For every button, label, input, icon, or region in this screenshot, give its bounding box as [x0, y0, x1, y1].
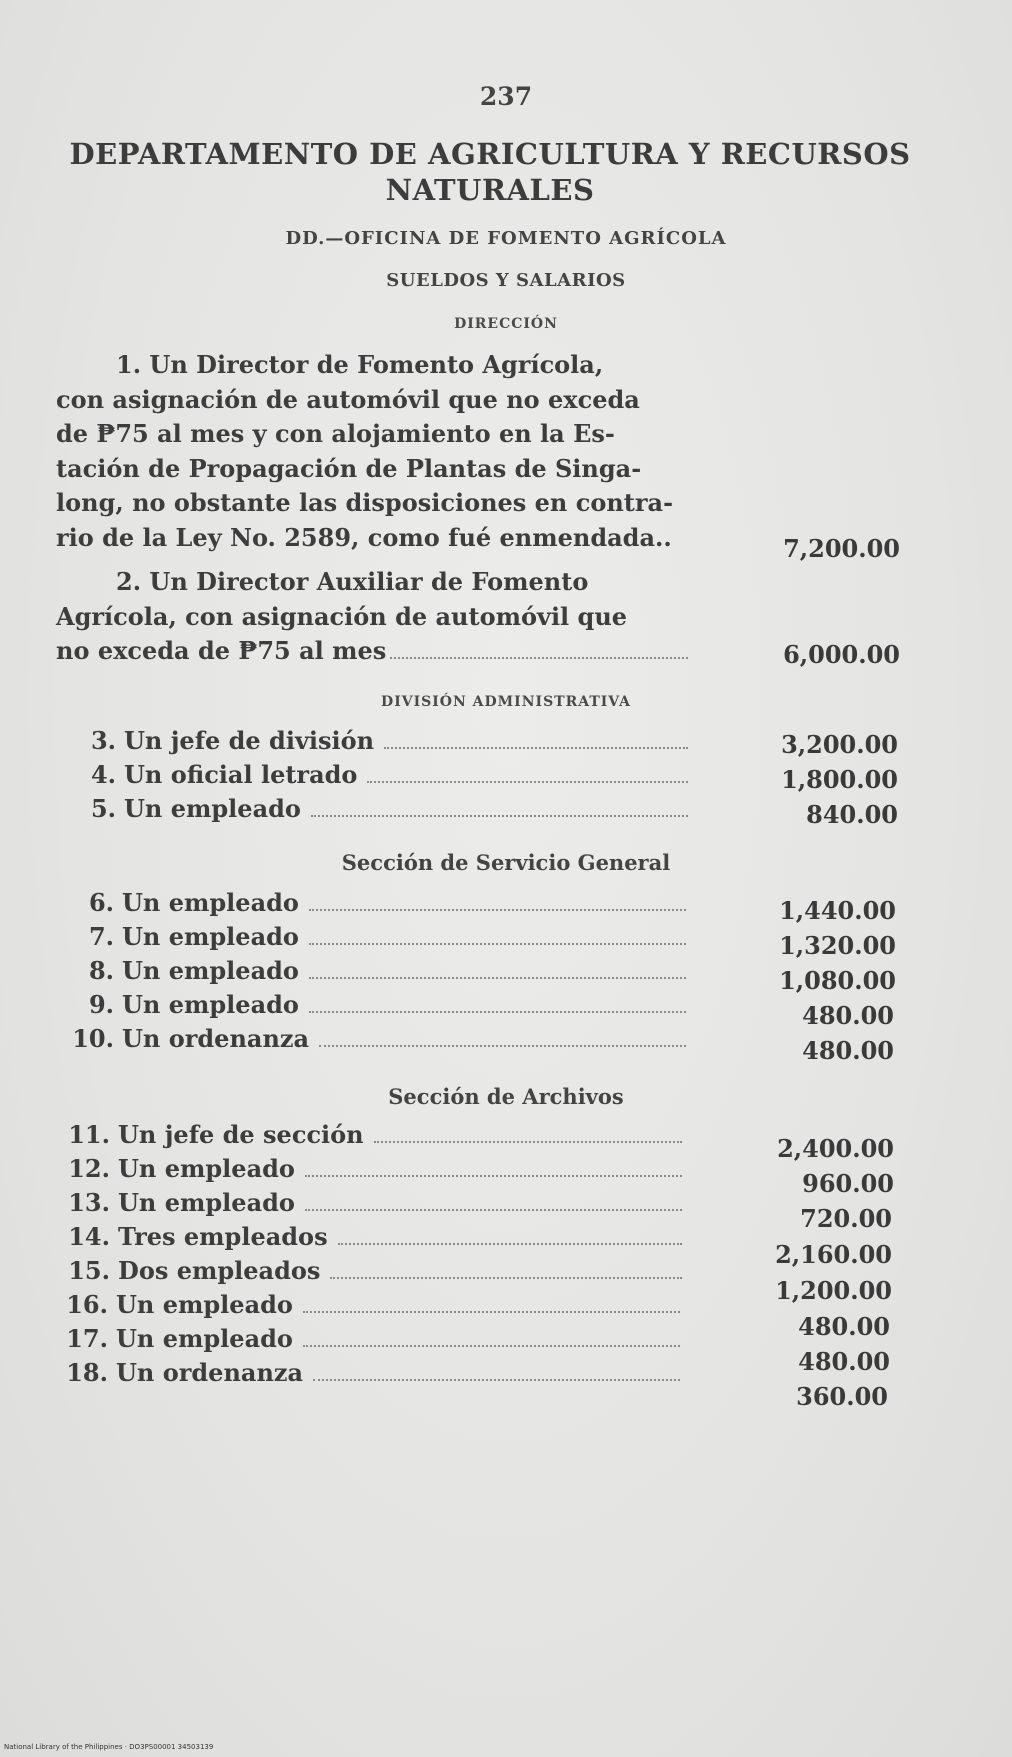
item-1-amount: 7,200.00 [783, 534, 900, 563]
leader-dots [313, 1378, 680, 1381]
row-description: Un jefe de sección [118, 1120, 364, 1149]
table-row [46, 1188, 682, 1222]
table-row [52, 726, 688, 760]
row-amount: 720.00 [800, 1204, 892, 1233]
row-number: 17. [66, 1324, 108, 1353]
row-number: 8. [88, 956, 114, 985]
leader-dots [309, 908, 686, 911]
leader-dots [303, 1310, 680, 1313]
leader-dots [374, 1140, 682, 1143]
table-row [52, 794, 688, 828]
table-row [44, 1324, 680, 1358]
row-description: Tres empleados [118, 1222, 328, 1251]
row-number: 12. [68, 1154, 110, 1183]
direccion-item-2 [56, 565, 688, 669]
item-2-line-3: no exceda de ₱75 al mes [56, 634, 688, 669]
leader-dots [305, 1174, 682, 1177]
row-number: 14. [68, 1222, 110, 1251]
department-title: DEPARTAMENTO DE AGRICULTURA Y RECURSOS NATURALES [69, 137, 911, 207]
row-number: 3. [90, 726, 116, 755]
row-number: 9. [88, 990, 114, 1019]
row-amount: 480.00 [798, 1347, 890, 1376]
row-number: 11. [68, 1120, 110, 1149]
table-row [50, 888, 686, 922]
row-amount: 1,800.00 [781, 765, 898, 794]
table-row [44, 1358, 680, 1392]
row-amount: 480.00 [798, 1312, 890, 1341]
direccion-heading: DIRECCIÓN [454, 316, 558, 332]
row-amount: 480.00 [802, 1001, 894, 1030]
leader-dots [305, 1208, 682, 1211]
table-row [46, 1120, 682, 1154]
item-1-line-2: con asignación de automóvil que no exceda [56, 384, 640, 414]
table-row [52, 760, 688, 794]
item-2-line-2: Agrícola, con asignación de automóvil que [56, 601, 628, 631]
row-description: Un empleado [122, 956, 299, 985]
row-description: Un empleado [124, 794, 301, 823]
row-number: 4. [90, 760, 116, 789]
row-amount: 960.00 [802, 1169, 894, 1198]
office-title: DD.—OFICINA DE FOMENTO AGRÍCOLA [285, 228, 727, 249]
table-row [46, 1154, 682, 1188]
library-footer: National Library of the Philippines · DO3PS00001 34503139 [4, 1743, 214, 1751]
table-row [50, 990, 686, 1024]
leader-dots [338, 1242, 682, 1245]
row-description: Un empleado [118, 1154, 295, 1183]
table-row [50, 1024, 686, 1058]
row-description: Un empleado [122, 990, 299, 1019]
page-number: 237 [479, 82, 533, 111]
item-1-line-3: de ₱75 al mes y con alojamiento en la Es- [56, 419, 615, 448]
row-number: 10. [72, 1024, 114, 1053]
row-amount: 840.00 [806, 800, 898, 829]
archivos-heading: Sección de Archivos [388, 1084, 624, 1109]
row-description: Un empleado [122, 888, 299, 917]
leader-dots [309, 942, 686, 945]
leader-dots [309, 976, 686, 979]
row-amount: 1,320.00 [779, 931, 896, 960]
salaries-subtitle: SUELDOS Y SALARIOS [386, 270, 626, 291]
row-amount: 1,080.00 [779, 966, 896, 995]
row-amount: 1,200.00 [775, 1276, 892, 1305]
row-amount: 360.00 [796, 1382, 888, 1411]
row-description: Dos empleados [118, 1256, 321, 1285]
row-number: 7. [88, 922, 114, 951]
row-amount: 3,200.00 [781, 730, 898, 759]
item-1-line-5: long, no obstante las disposiciones en contra- [56, 488, 674, 517]
direccion-item-1 [56, 348, 688, 555]
table-row [46, 1256, 682, 1290]
row-description: Un jefe de división [124, 726, 375, 755]
item-2-leader-dots [390, 656, 688, 659]
item-1-line-6: rio de la Ley No. 2589, como fué enmendada.. [56, 522, 672, 552]
table-row [46, 1222, 682, 1256]
table-row [50, 922, 686, 956]
leader-dots [303, 1344, 680, 1347]
row-amount: 1,440.00 [779, 896, 896, 925]
row-description: Un empleado [122, 922, 299, 951]
table-row [44, 1290, 680, 1324]
row-description: Un oficial letrado [124, 760, 358, 789]
row-amount: 2,160.00 [775, 1240, 892, 1269]
leader-dots [319, 1044, 686, 1047]
row-number: 5. [90, 794, 116, 823]
row-amount: 480.00 [802, 1036, 894, 1065]
leader-dots [384, 746, 688, 749]
row-description: Un empleado [116, 1290, 293, 1319]
item-1-line-4: tación de Propagación de Plantas de Singa- [56, 453, 642, 483]
row-amount: 2,400.00 [777, 1134, 894, 1163]
row-number: 13. [68, 1188, 110, 1217]
item-2-line-1: 2. Un Director Auxiliar de Fomento [116, 567, 589, 596]
row-number: 18. [66, 1358, 108, 1387]
row-description: Un empleado [116, 1324, 293, 1353]
row-description: Un ordenanza [122, 1024, 310, 1053]
item-1-line-1: 1. Un Director de Fomento Agrícola, [116, 350, 604, 379]
row-description: Un ordenanza [116, 1358, 304, 1387]
row-number: 16. [66, 1290, 108, 1319]
row-description: Un empleado [118, 1188, 295, 1217]
row-number: 15. [68, 1256, 110, 1285]
leader-dots [309, 1010, 686, 1013]
row-number: 6. [88, 888, 114, 917]
servicio-general-heading: Sección de Servicio General [341, 850, 671, 875]
item-2-amount: 6,000.00 [783, 640, 900, 669]
division-administrativa-heading: DIVISIÓN ADMINISTRATIVA [381, 694, 631, 710]
leader-dots [330, 1276, 682, 1279]
leader-dots [367, 780, 688, 783]
table-row [50, 956, 686, 990]
leader-dots [311, 814, 688, 817]
